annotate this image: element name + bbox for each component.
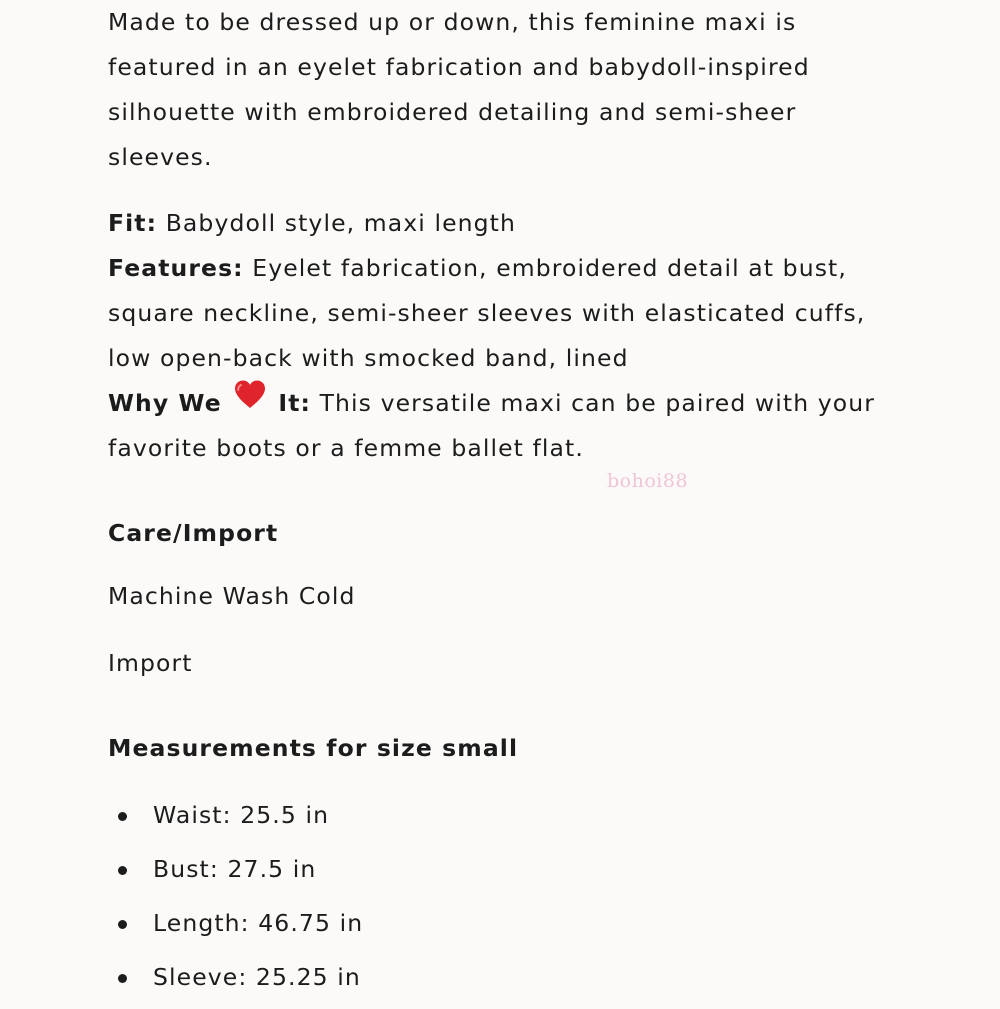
features-label: Features: xyxy=(108,254,244,282)
why-label-end: It: xyxy=(269,389,312,417)
fit-label: Fit: xyxy=(108,209,158,237)
measurement-sleeve: Sleeve: 25.25 in xyxy=(153,963,361,991)
list-item-waist xyxy=(108,793,608,847)
measurement-bust: Bust: 27.5 in xyxy=(153,855,317,883)
fit-text: Babydoll style, maxi length xyxy=(157,209,516,237)
why-label xyxy=(108,389,311,417)
list-item-bust xyxy=(108,847,608,901)
bullet-icon xyxy=(118,812,127,821)
care-item-import: Import xyxy=(108,649,193,677)
measurement-length: Length: 46.75 in xyxy=(153,909,364,937)
why-line xyxy=(108,381,898,471)
list-item-length xyxy=(108,901,608,955)
fit-line xyxy=(108,201,898,246)
bullet-icon xyxy=(118,974,127,983)
list-item-sleeve xyxy=(108,955,608,1009)
measurements-list xyxy=(108,793,608,1009)
why-label-start: Why We xyxy=(108,389,232,417)
measurement-waist: Waist: 25.5 in xyxy=(153,801,330,829)
why-text: This versatile maxi can be paired with your favorite boots or a femme ballet flat. xyxy=(108,389,875,462)
features-line xyxy=(108,246,898,381)
care-import-heading: Care/Import xyxy=(108,519,279,547)
details-paragraph xyxy=(108,201,898,471)
bullet-icon xyxy=(118,866,127,875)
care-item-wash: Machine Wash Cold xyxy=(108,582,356,610)
measurements-heading: Measurements for size small xyxy=(108,734,519,762)
bullet-icon xyxy=(118,920,127,929)
features-text: Eyelet fabrication, embroidered detail at bust, square neckline, semi-sheer sleeves with elasticated cuffs, low open-back with smocked band, lined xyxy=(108,254,866,372)
red-heart-icon xyxy=(233,379,267,424)
intro-paragraph: Made to be dressed up or down, this feminine maxi is featured in an eyelet fabrication and babydoll-inspired silhouette with embroidered detailing and semi-sheer sleeves. xyxy=(108,8,810,171)
watermark: bohoi88 xyxy=(607,470,689,492)
